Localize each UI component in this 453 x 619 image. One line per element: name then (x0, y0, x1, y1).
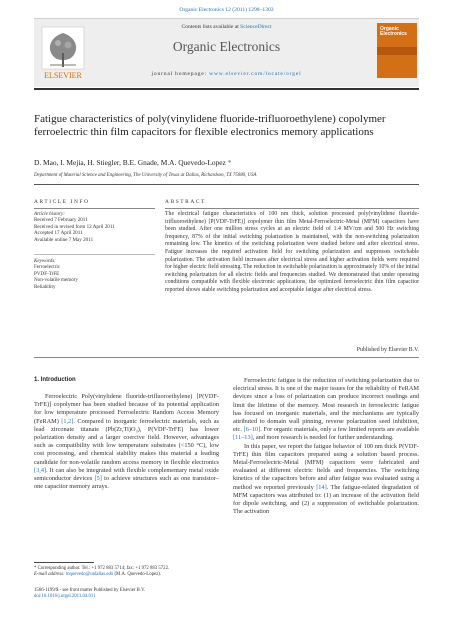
abstract-divider (165, 208, 419, 209)
journal-header (34, 18, 419, 87)
journal-cover-thumbnail (377, 23, 417, 78)
journal-title: Organic Electronics (172, 39, 281, 54)
intro-paragraph: In this paper, we report the fatigue behavior of 100 nm thick P(VDF-TrFE) thin film capacitors prepared using a solution based process. Metal-Ferroelectric-Metal (MFM) capacitors were fabricated and evaluated at different electric fields and frequencies. The switching kinetics of the capacitors before and after fatigue was evaluated using a method we reported previously [14]. The fatigue-related degradation of MFM capacitors was attributed to: (1) an increase of the activation field for dipole switching, and (2) a suppression of switchable polarization. The activation (233, 442, 419, 516)
citation-link[interactable]: [1,2] (61, 417, 74, 425)
keyword-item: Ferroelectric (34, 264, 61, 271)
keywords-label: Keywords: (34, 258, 56, 264)
sciencedirect-link[interactable]: ScienceDirect (240, 24, 272, 30)
homepage-prefix: journal homepage: (151, 71, 210, 77)
contents-line (34, 24, 419, 30)
affiliation-divider (34, 184, 419, 185)
body-column-left (34, 393, 219, 491)
article-info-heading: ARTICLE INFO (34, 199, 90, 205)
contents-prefix: Contents lists available at (181, 24, 241, 30)
citation-link[interactable]: [14] (316, 483, 327, 491)
article-history (34, 211, 155, 243)
article-info-divider (34, 208, 155, 209)
cover-stripe (377, 47, 417, 55)
citation-link[interactable]: [5] (94, 475, 102, 483)
issn-line: 1566-1199/$ - see front matter Published by Elsevier B.V. (34, 588, 146, 593)
history-item: Received in revised form 12 April 2011 (34, 223, 115, 230)
article-title: Fatigue characteristics of poly(vinylidene fluoride-trifluoroethylene) copolymer ferroelectric thin film capacitors for flexible electronics memory applications (34, 113, 386, 138)
keywords-block (34, 258, 155, 290)
footnote-contact: * Corresponding author. Tel.: +1 972 883 5714; fax: +1 972 883 5722. (34, 566, 170, 571)
keyword-item: Reliability (34, 283, 56, 290)
intro-paragraph: Ferroelectric fatigue is the reduction of switching polarization due to electrical stress. It is one of the major issues for the reliability of FeRAM devices since a loss of polarization can produce incorrect readings and limit the lifetime of the memory. Most research in ferroelectric fatigue has focused on inorganic materials, and the mechanisms are typically attributed to domain wall pinning, reverse polarization seed inhibition, etc. [6–10]. For organic materials, only a few limited reports are available [11–13], and more research is needed for further understanding. (233, 377, 419, 442)
issn-block (34, 588, 234, 601)
history-label: Article history: (34, 211, 65, 217)
body-column-right (233, 377, 419, 516)
author-affiliation: Department of Material Science and Engineering, The University of Texas at Dallas, Richardson, TX 75080, USA (34, 173, 257, 178)
keyword-item: PVDF-TrFE (34, 270, 60, 277)
intro-paragraph: Ferroelectric Poly(vinylidene fluoride-trifluoroethylene) [P(VDF-TrFE)] copolymer has been studied because of its potential application for low temperature processed Ferroelectric Random Access Memory (FeRAM) [1,2]. Compared to inorganic ferroelectric materials, such as lead zirconate titanate (Pb(Zr,Ti)O₃), P(VDF-TrFE) has lower polarization density and a larger coercive field. However, advantages such as compatibility with low temperature substrates (<150 °C), low cost processing, and chemical stability makes this material a leading candidate for non-volatile random access memory in flexible electronics [3,4]. It can also be integrated with flexible complementary metal oxide semiconductor devices [5] to achieve structures such as one transistor–one capacitor memory arrays. (34, 393, 219, 491)
elsevier-wordmark: ELSEVIER (44, 71, 82, 80)
history-divider (34, 254, 155, 255)
doi-link[interactable]: doi:10.1016/j.orgel.2011.04.011 (34, 594, 96, 600)
footnote-divider (34, 562, 94, 563)
abstract-heading: ABSTRACT (165, 199, 206, 205)
abstract-bottom-divider (34, 357, 419, 358)
journal-reference[interactable]: Organic Electronics 12 (2011) 1298–1303 (179, 7, 274, 13)
keyword-item: Non-volatile memory (34, 277, 78, 284)
history-item: Received 7 February 2011 (34, 217, 88, 224)
author-list (34, 158, 419, 167)
homepage-link[interactable]: www.elsevier.com/locate/orgel (209, 71, 302, 77)
footnote-email: E-mail address: mquevedo@utdallas.edu (M.A. Quevedo-Lopez). (34, 572, 162, 578)
citation-link[interactable]: [3,4] (34, 466, 47, 474)
citation-link[interactable]: [11–13] (233, 434, 253, 442)
abstract-publisher-note: Published by Elsevier B.V. (356, 347, 419, 353)
corresponding-author-footnote (34, 566, 224, 578)
citation-link[interactable]: [6–10] (243, 426, 261, 434)
authors-text: D. Mao, I. Mejia, H. Stiegler, B.E. Gnade, M.A. Quevedo-Lopez (34, 158, 226, 167)
history-item: Available online 7 May 2011 (34, 236, 94, 243)
cover-title: Organic Electronics (380, 26, 407, 38)
section-heading-introduction: 1. Introduction (34, 377, 76, 383)
abstract-body: The electrical fatigue characteristics of 100 nm thick, solution processed poly(vinylidene fluoride-trifluoroethylene) [P(VDF-TrFE)] copolymer thin film Metal-Ferroelectric-Metal (MFM) capacitors have been studied. After one million stress cycles at an electric field of 1.4 MV/cm and 500 Hz switching frequency, 87% of the initial switching polarization is maintained, with the non-switching polarization remaining low. The kinetics of the switching polarization were studied before and after electrical stress. Fatigue increases the required activation field for switching polarization and suppresses switchable polarization. The activation field increases after electrical stress and higher activation fields were required for higher electric field stressing. The reduction in switchable polarization is approximately 10% of the initial switching polarization for all electric fields and frequencies studied. We demonstrated that under operating conditions compatible with flexible electronic applications, the optimized ferroelectric thin film capacitor reported shows stable switching polarization and acceptable fatigue after electrical stress. (165, 211, 419, 293)
header-divider (34, 88, 419, 90)
corresponding-author-mark[interactable]: * (227, 158, 232, 167)
journal-homepage (34, 71, 419, 77)
email-link[interactable]: mquevedo@utdallas.edu (65, 572, 114, 578)
history-item: Accepted 17 April 2011 (34, 230, 83, 237)
